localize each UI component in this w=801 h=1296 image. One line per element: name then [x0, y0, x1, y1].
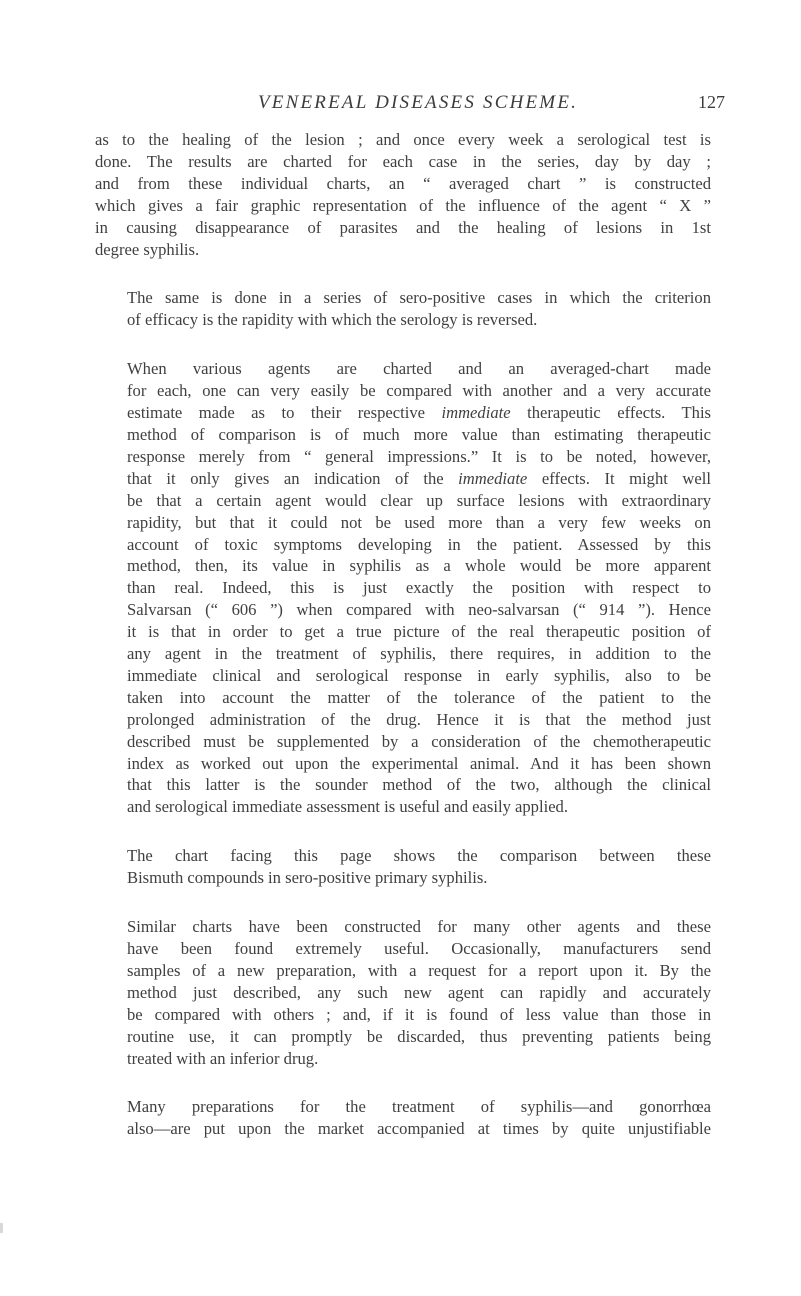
text-line: The same is done in a series of sero-positive cases in which the criterion [127, 288, 711, 308]
paragraph-averaged-chart [95, 358, 711, 818]
text-line: treated with an inferior drug. [127, 1048, 319, 1068]
scan-edge-mark [0, 1223, 3, 1233]
text-line: samples of a new preparation, with a request for a report upon it. By the [127, 960, 711, 980]
paragraph-similar-charts [95, 916, 711, 1069]
text-line: account of toxic symptoms developing in the patient. Assessed by this [127, 534, 711, 554]
text-line: When various agents are charted and an averaged-chart made [127, 359, 711, 379]
emphasis: immediate [441, 403, 511, 423]
text-line: routine use, it can promptly be discarded, thus preventing patients being [127, 1026, 711, 1046]
emphasis: immediate [458, 468, 528, 488]
text-line: and serological immediate assessment is useful and easily applied. [127, 797, 568, 817]
text-line: done. The results are charted for each case in the series, day by day ; [95, 151, 711, 171]
text-line: be that a certain agent would clear up surface lesions with extraordinary [127, 490, 711, 510]
text-line: immediate clinical and serological response in early syphilis, also to be [127, 665, 711, 685]
text-line: prolonged administration of the drug. Hence it is that the method just [127, 709, 711, 729]
text-line: Similar charts have been constructed for many other agents and these [127, 917, 711, 937]
page-number: 127 [698, 92, 725, 112]
text-line: that it only gives an indication of the immediate effects. It might well [127, 468, 711, 488]
text-line: method, then, its value in syphilis as a whole would be more apparent [127, 556, 711, 576]
text-line: method just described, any such new agent can rapidly and accurately [127, 982, 711, 1002]
text-line: method of comparison is of much more value than estimating therapeutic [127, 424, 711, 444]
text-line: degree syphilis. [95, 239, 200, 259]
paragraph-sero-positive [95, 287, 711, 331]
text-line: be compared with others ; and, if it is found of less value than those in [127, 1004, 711, 1024]
text-line: and from these individual charts, an “ averaged chart ” is constructed [95, 173, 711, 193]
text-line: in causing disappearance of parasites and the healing of lesions in 1st [95, 217, 711, 237]
running-head [0, 92, 801, 116]
text-line: any agent in the treatment of syphilis, there requires, in addition to the [127, 644, 711, 664]
text-line: Bismuth compounds in sero-positive primary syphilis. [127, 868, 488, 888]
text-line: as to the healing of the lesion ; and once every week a serological test is [95, 130, 711, 149]
text-line: index as worked out upon the experimental animal. And it has been shown [127, 753, 711, 773]
text-line: that this latter is the sounder method of the two, although the clinical [127, 775, 711, 795]
paragraph-many-preparations [95, 1096, 711, 1140]
text-line: Many preparations for the treatment of syphilis—and gonorrhœa [127, 1097, 711, 1117]
text-line: estimate made as to their respective immediate therapeutic effects. This [127, 403, 712, 423]
text-line: it is that in order to get a true picture of the real therapeutic position of [127, 622, 711, 642]
text-line: taken into account the matter of the tolerance of the patient to the [127, 687, 711, 707]
text-line: described must be supplemented by a consideration of the chemotherapeutic [127, 731, 711, 751]
text-line: have been found extremely useful. Occasionally, manufacturers send [127, 939, 711, 958]
paragraph-continuation [95, 129, 711, 260]
text-line: for each, one can very easily be compared with another and a very accurate [127, 381, 711, 401]
body-text [95, 129, 711, 1167]
text-line: The chart facing this page shows the comparison between these [127, 846, 711, 866]
running-title: VENEREAL DISEASES SCHEME. [258, 92, 579, 113]
text-line: response merely from “ general impressions.” It is to be noted, however, [127, 446, 711, 466]
text-line: which gives a fair graphic representation of the influence of the agent “ X ” [95, 195, 711, 215]
text-line: than real. Indeed, this is just exactly the position with respect to [127, 578, 711, 598]
text-line: also—are put upon the market accompanied at times by quite unjustifiable [127, 1119, 711, 1139]
text-line: rapidity, but that it could not be used more than a very few weeks on [127, 512, 711, 532]
paragraph-chart-facing [95, 845, 711, 889]
text-line: Salvarsan (“ 606 ”) when compared with neo-salvarsan (“ 914 ”). Hence [127, 600, 711, 620]
text-line: of efficacy is the rapidity with which the serology is reversed. [127, 310, 538, 330]
